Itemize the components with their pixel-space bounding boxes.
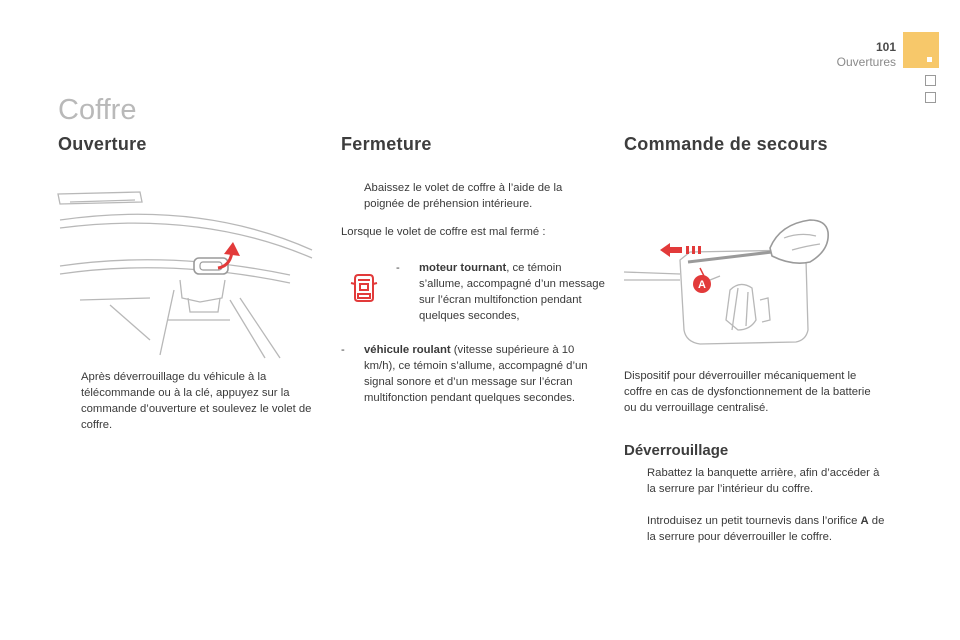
chapter-tab[interactable] xyxy=(925,75,936,86)
step-insert-text: Introduisez un petit tournevis dans l’orifice xyxy=(647,515,861,527)
item-vehicle-moving-label: véhicule roulant xyxy=(364,344,451,356)
heading-fermeture: Fermeture xyxy=(341,134,432,154)
heading-deverrouillage: Déverrouillage xyxy=(624,442,729,459)
heading-ouverture: Ouverture xyxy=(58,134,147,154)
step-fold-seat: Rabattez la banquette arrière, afin d’accéder à la serrure par l’intérieur du coffre. xyxy=(647,467,880,495)
opening-instruction: Après déverrouillage du véhicule à la télécommande ou à la clé, appuyez sur la commande d’ouverture et soulevez le volet de coffre. xyxy=(81,371,312,431)
list-dash: - xyxy=(396,262,400,274)
item-engine-running-text: , ce témoin s’allume, accompagné d’un message sur l’écran multifonction pendant quelques secondes, xyxy=(419,262,605,322)
step-insert-text-end: de la serrure pour déverrouiller le coffre. xyxy=(647,515,885,543)
page-number: 101 xyxy=(875,40,896,54)
section-name: Ouvertures xyxy=(836,55,896,69)
item-engine-running xyxy=(419,260,605,324)
emergency-description: Dispositif pour déverrouiller mécaniquement le coffre en cas de dysfonctionnement de la batterie ou du verrouillage centralisé. xyxy=(624,370,871,414)
item-vehicle-moving xyxy=(364,342,604,406)
lock-illustration xyxy=(620,180,910,360)
heading-commande-secours: Commande de secours xyxy=(624,134,828,154)
closing-instruction: Abaissez le volet de coffre à l’aide de la poignée de préhension intérieure. xyxy=(364,182,563,210)
page-title: Coffre xyxy=(58,94,137,126)
item-engine-running-label: moteur tournant xyxy=(419,262,507,274)
tab-dot xyxy=(927,57,932,62)
item-vehicle-moving-text: (vitesse supérieure à 10 km/h), ce témoin s’allume, accompagné d’un signal sonore et d’un message sur l’écran multifonction pendant quelques secondes. xyxy=(364,344,588,404)
list-dash: - xyxy=(341,344,345,356)
orifice-label: A xyxy=(698,279,706,291)
trunk-illustration xyxy=(50,180,325,360)
boot-open-warning-icon xyxy=(346,270,382,306)
chapter-tab-active[interactable] xyxy=(903,32,939,68)
step-insert-screwdriver xyxy=(647,513,887,545)
badly-closed-intro: Lorsque le volet de coffre est mal fermé : xyxy=(341,226,546,238)
step-insert-label-a: A xyxy=(860,515,869,527)
chapter-tab[interactable] xyxy=(925,92,936,103)
